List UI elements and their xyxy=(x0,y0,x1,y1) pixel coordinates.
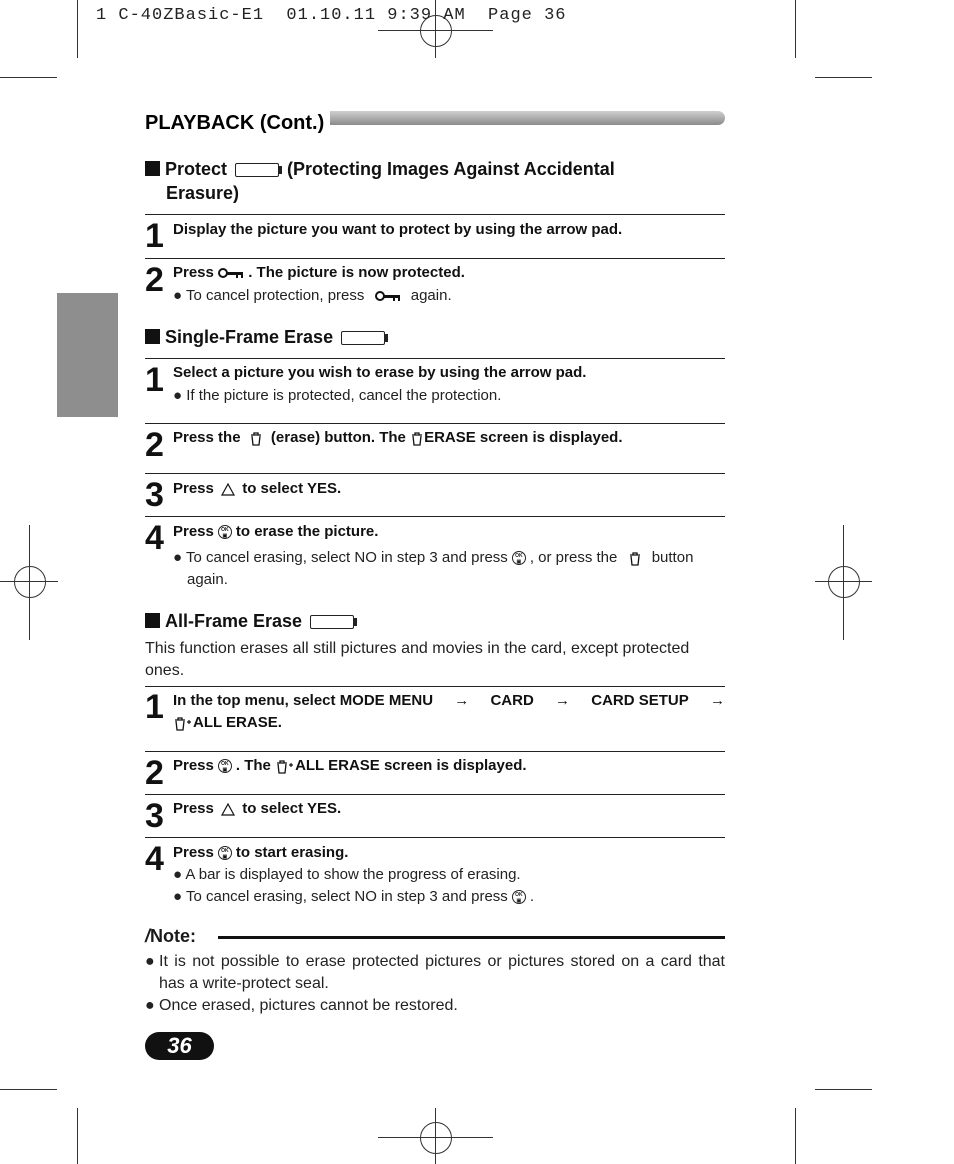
bullet-text: ● To cancel erasing, select NO in step 3 and press OK ▣ . xyxy=(173,888,534,905)
page-number: 36 xyxy=(167,1033,192,1058)
step-number: 1 xyxy=(145,217,163,255)
step-number: 1 xyxy=(145,361,163,399)
ok-button-icon: OK ▣ xyxy=(218,525,232,539)
step-number: 2 xyxy=(145,426,163,464)
trash-erase-icon xyxy=(628,551,642,566)
step-text: Press OK ▣ to erase the picture. xyxy=(173,523,379,540)
chapter-tab xyxy=(57,293,118,417)
crop-mark xyxy=(77,1108,78,1164)
step-number: 4 xyxy=(145,840,163,878)
ok-button-icon: OK ▣ xyxy=(512,551,526,565)
step-number: 1 xyxy=(145,688,163,726)
trash-erase-icon xyxy=(249,431,263,446)
divider xyxy=(145,516,725,517)
bullet-text: ● To cancel protection, press again. xyxy=(173,287,452,304)
ok-button-icon: OK ▣ xyxy=(218,846,232,860)
step-text: Display the picture you want to protect by using the arrow pad. xyxy=(173,221,623,238)
registration-mark xyxy=(828,566,860,598)
up-triangle-icon xyxy=(221,803,235,816)
right-arrow-icon: → xyxy=(454,692,470,709)
step-text-cont: ALL ERASE. xyxy=(173,713,282,733)
playback-mode-icon xyxy=(341,331,385,345)
registration-mark xyxy=(435,1108,436,1164)
key-icon xyxy=(375,290,401,302)
section-heading-allframe: All-Frame Erase xyxy=(145,609,362,633)
up-triangle-icon xyxy=(221,483,235,496)
registration-mark xyxy=(843,525,844,640)
crop-mark xyxy=(0,77,57,78)
step-text: Press to select YES. xyxy=(173,800,342,817)
crop-mark xyxy=(795,0,796,58)
divider xyxy=(145,751,725,752)
playback-mode-icon xyxy=(310,615,354,629)
ok-button-icon: OK ▣ xyxy=(512,890,526,904)
crop-mark xyxy=(795,1108,796,1164)
step-number: 4 xyxy=(145,519,163,557)
divider xyxy=(145,686,725,687)
bullet-text: ● To cancel erasing, select NO in step 3 and press OK ▣ , or press the button xyxy=(173,549,694,566)
section-heading-protect-cont: Erasure) xyxy=(166,183,240,203)
crop-mark xyxy=(815,77,872,78)
trash-erase-icon xyxy=(173,716,193,731)
divider xyxy=(145,423,725,424)
key-icon xyxy=(218,267,244,279)
note-heading: /Note: xyxy=(145,926,197,946)
print-header: 1 C-40ZBasic-E1 01.10.11 9:39 AM Page 36 xyxy=(96,6,567,25)
divider xyxy=(145,214,725,215)
pencil-icon: / xyxy=(145,926,151,946)
divider xyxy=(145,358,725,359)
step-number: 3 xyxy=(145,476,163,514)
trash-erase-icon xyxy=(275,759,295,774)
divider xyxy=(145,794,725,795)
note-item: ● It is not possible to erase protected pictures or pictures stored on a card that has a write-protect seal. xyxy=(145,953,725,992)
ok-button-icon: OK ▣ xyxy=(218,759,232,773)
crop-mark xyxy=(815,1089,872,1090)
registration-mark xyxy=(29,525,30,640)
registration-mark xyxy=(420,1122,452,1154)
page-title: PLAYBACK (Cont.) xyxy=(145,111,330,135)
registration-mark xyxy=(14,566,46,598)
square-bullet-icon xyxy=(145,161,160,176)
square-bullet-icon xyxy=(145,613,160,628)
note-divider xyxy=(218,936,725,939)
divider xyxy=(145,837,725,838)
section-heading-single: Single-Frame Erase xyxy=(145,325,393,349)
step-number: 2 xyxy=(145,261,163,299)
divider xyxy=(145,258,725,259)
playback-mode-icon xyxy=(235,163,279,177)
trash-erase-icon xyxy=(410,431,424,446)
crop-mark xyxy=(77,0,78,58)
step-text: Press OK ▣ . The ALL ERASE screen is displayed. xyxy=(173,757,527,774)
intro-paragraph: This function erases all still pictures and movies in the card, except protected ones. xyxy=(145,640,690,679)
right-arrow-icon: → xyxy=(709,692,725,709)
bullet-text-cont: again. xyxy=(187,571,228,588)
crop-mark xyxy=(0,1089,57,1090)
bullet-text: ● If the picture is protected, cancel the protection. xyxy=(173,387,502,404)
square-bullet-icon xyxy=(145,329,160,344)
step-text: Press the (erase) button. The ERASE screen is displayed. xyxy=(173,429,623,446)
step-text: In the top menu, select MODE MENU → CARD → CARD SETUP → xyxy=(173,692,725,709)
step-text: Select a picture you wish to erase by using the arrow pad. xyxy=(173,364,587,381)
right-arrow-icon: → xyxy=(555,692,571,709)
section-heading-protect: Protect (Protecting Images Against Accidental xyxy=(145,157,615,181)
step-text: Press to select YES. xyxy=(173,480,342,497)
note-item: ● Once erased, pictures cannot be restored. xyxy=(145,997,458,1014)
step-number: 2 xyxy=(145,754,163,792)
step-text: Press . The picture is now protected. xyxy=(173,264,465,281)
step-text: Press OK ▣ to start erasing. xyxy=(173,844,349,861)
bullet-text: ● A bar is displayed to show the progress of erasing. xyxy=(173,866,521,883)
divider xyxy=(145,473,725,474)
step-number: 3 xyxy=(145,797,163,835)
